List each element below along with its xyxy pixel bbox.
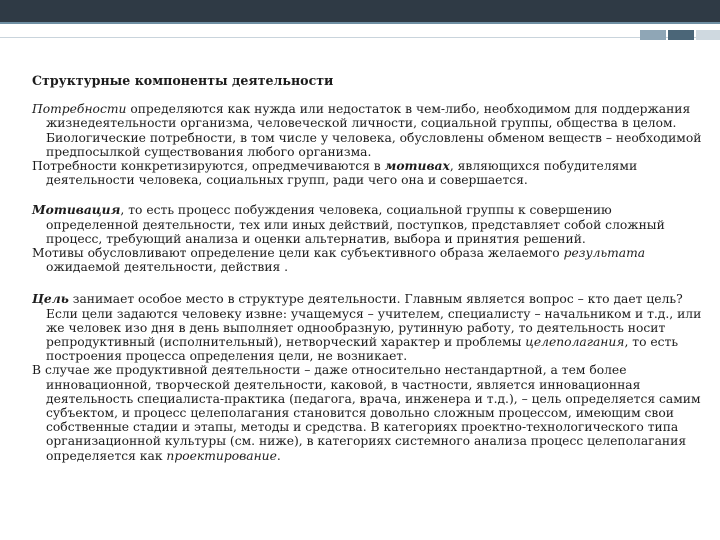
motives-term: мотивах <box>384 158 450 174</box>
design-term: проектирование <box>166 448 277 463</box>
header-accent-block-1 <box>640 30 666 40</box>
needs-definition-paragraph <box>32 102 704 159</box>
productive-activity-paragraph <box>32 363 704 462</box>
goal-term: Цель <box>32 291 69 307</box>
motives-goal-text-start: Мотивы обусловливают определение цели как субъективного образа желаемого <box>32 246 564 261</box>
needs-concretization-text-end: , являющихся побудителями деятельности человека, социальных групп, ради чего она и совершается. <box>46 159 638 188</box>
motives-goal-text-end: ожидаемой деятельности, действия . <box>46 260 289 275</box>
motivation-definition-paragraph <box>32 203 704 246</box>
slide-header-strip <box>0 22 720 24</box>
goal-definition-text-start: занимает особое место в структуре деятельности. Главным является вопрос – кто дает цель? Если цели задаются человеку извне: учащемуся – учителем, специалисту – начальником и т.д., или же человек изо дня в день выполняет однообразную, рутинную работу, то деятельность носит репродуктивный (исполнительный), нетворческий характер и проблемы <box>46 292 702 350</box>
productive-activity-text-end: . <box>276 448 281 463</box>
needs-concretization-text-start: Потребности конкретизируются, опредмечиваются в <box>32 159 385 174</box>
motivation-definition-text: , то есть процесс побуждения человека, социальной группы к совершению определенной деятельности, тех или иных действий, поступков, представляет собой сложный процесс, требующий анализа и оценки альтернатив, выбора и принятия решений. <box>46 203 665 246</box>
goal-setting-term: целеполагания <box>525 335 625 350</box>
goal-definition-paragraph <box>32 292 704 363</box>
needs-term: Потребности <box>32 102 127 117</box>
header-accent-block-2 <box>668 30 694 40</box>
slide-content <box>32 74 704 463</box>
needs-concretization-paragraph <box>32 159 704 187</box>
result-term: результата <box>563 246 646 261</box>
goal-definition-text-end: , то есть построения процесса определения цели, не возникает. <box>46 335 679 364</box>
productive-activity-text-start: В случае же продуктивной деятельности – даже относительно нестандартной, а тем более инновационной, творческой деятельности, каковой, в частности, является инновационная деятельность специалиста-практика (педагога, врача, инженера и т.д.), – цель определяется самим субъектом, и процесс целеполагания становится довольно сложным процессом, имеющим свои собственные стадии и этапы, методы и средства. В категориях проектно-технологического типа организационной культуры (см. ниже), в категориях системного анализа процесс целеполагания определяется как <box>32 363 701 463</box>
slide-title: Структурные компоненты деятельности <box>32 73 334 88</box>
slide-header-bar <box>0 0 720 22</box>
header-divider-line <box>0 37 720 38</box>
motives-goal-paragraph <box>32 246 704 274</box>
needs-definition-text: определяются как нужда или недостаток в чем-либо, необходимом для поддержания жизнедеятельности организма, человеческой личности, социальной группы, общества в целом. Биологические потребности, в том числе у человека, обусловлены обменом веществ – необходимой предпосылкой существования любого организма. <box>46 102 702 159</box>
motivation-term: Мотивация <box>32 202 121 218</box>
header-accent-block-3 <box>696 30 720 40</box>
